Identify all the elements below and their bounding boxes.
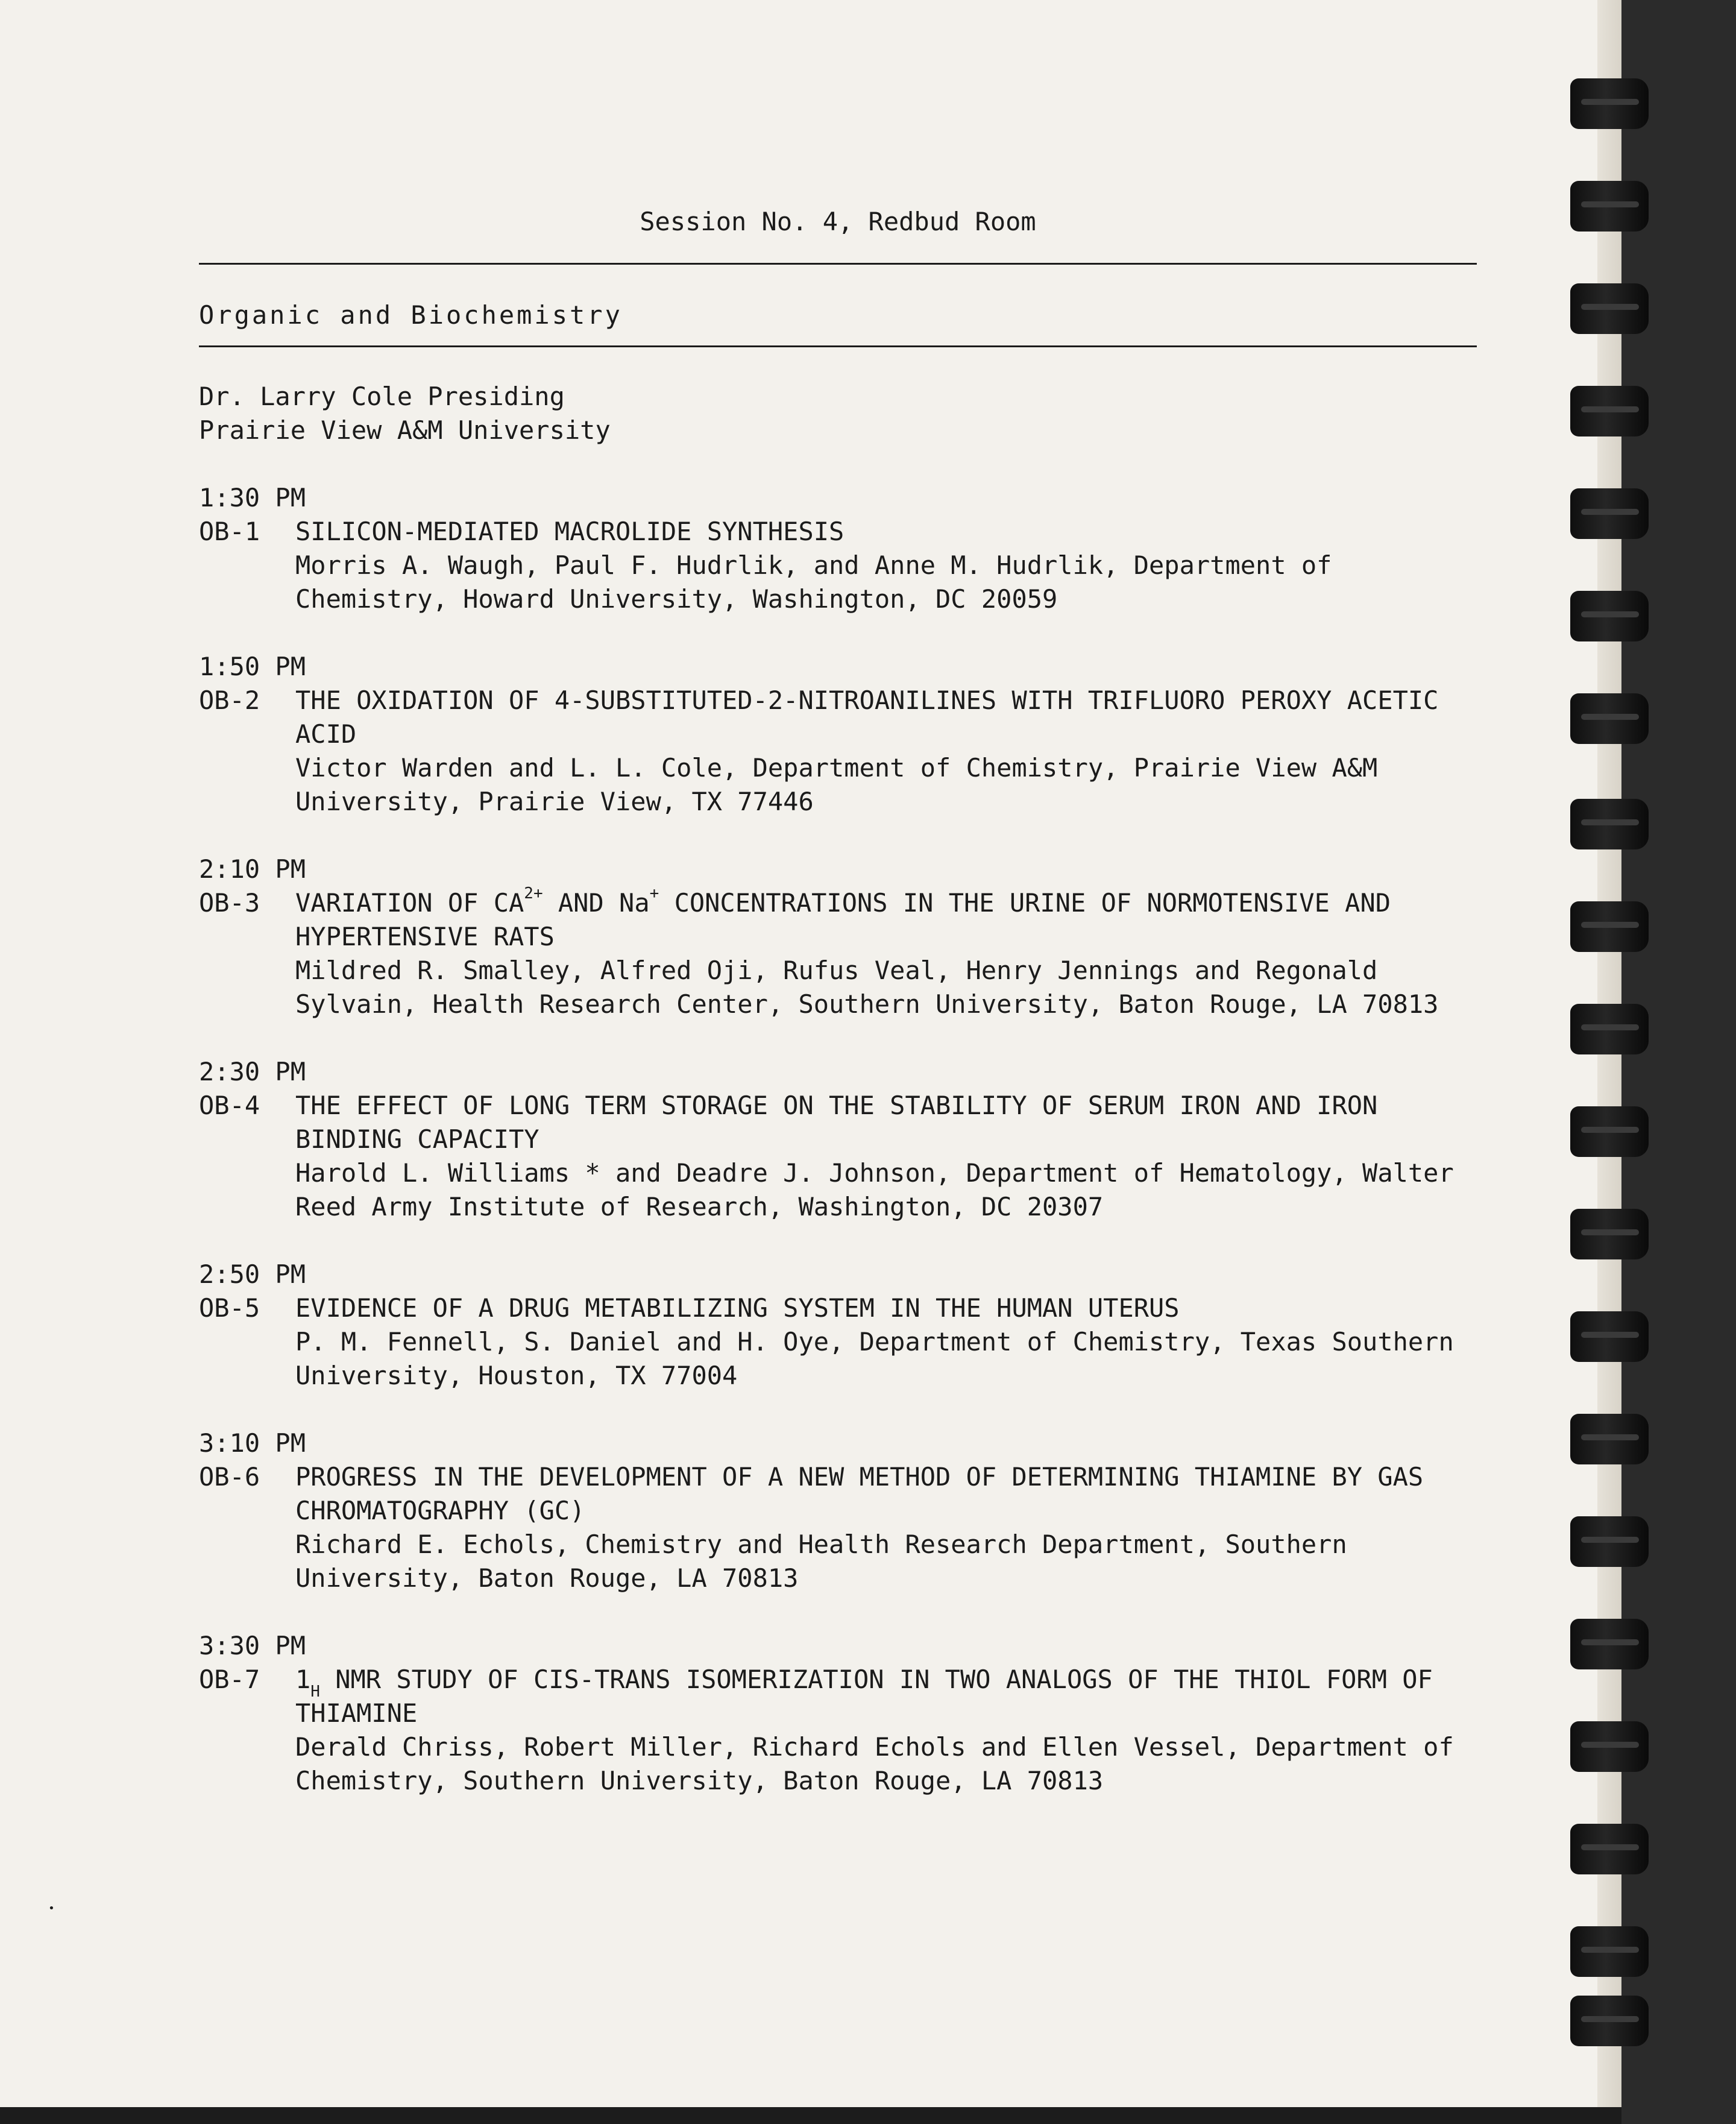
binding-ring bbox=[1570, 799, 1649, 849]
entry-code: OB-4 bbox=[199, 1091, 260, 1120]
entry-title: THE OXIDATION OF 4-SUBSTITUTED-2-NITROANILINES WITH TRIFLUORO PEROXY ACETIC ACID bbox=[295, 685, 1439, 749]
entry-code: OB-1 bbox=[199, 517, 260, 546]
entry-title bbox=[295, 886, 1477, 954]
isotope-subscript: H bbox=[310, 1683, 320, 1701]
presiding-block bbox=[199, 380, 1477, 447]
binding-ring bbox=[1570, 1516, 1649, 1567]
charge-superscript: + bbox=[649, 884, 659, 903]
entry-authors: Derald Chriss, Robert Miller, Richard Echols and Ellen Vessel, Department of Chemistry, Southern University, Baton Rouge, LA 70813 bbox=[295, 1732, 1454, 1795]
title-text: VARIATION OF CA bbox=[295, 888, 524, 918]
entry-title: SILICON-MEDIATED MACROLIDE SYNTHESIS bbox=[295, 517, 844, 546]
program-content bbox=[199, 205, 1477, 1798]
entry-time: 1:30 PM bbox=[199, 483, 306, 512]
binding-ring bbox=[1570, 1414, 1649, 1464]
session-title: Session No. 4, Redbud Room bbox=[640, 207, 1036, 236]
isotope-number: 1 bbox=[295, 1665, 311, 1694]
margin-mark: • bbox=[48, 1902, 55, 1915]
entry-time: 2:10 PM bbox=[199, 854, 306, 884]
section-heading: Organic and Biochemistry bbox=[199, 300, 623, 330]
binding-ring bbox=[1570, 693, 1649, 744]
binding-ring bbox=[1570, 1619, 1649, 1669]
entry-code: OB-7 bbox=[199, 1665, 260, 1694]
entry-code: OB-5 bbox=[199, 1293, 260, 1323]
entry-time: 3:30 PM bbox=[199, 1631, 306, 1660]
binding-ring bbox=[1570, 1824, 1649, 1874]
binding-ring bbox=[1570, 181, 1649, 232]
entry-authors: Morris A. Waugh, Paul F. Hudrlik, and Anne M. Hudrlik, Department of Chemistry, Howard University, Washington, DC 20059 bbox=[295, 550, 1332, 614]
binding-ring bbox=[1570, 78, 1649, 129]
binding-ring bbox=[1570, 591, 1649, 641]
presiding-name: Dr. Larry Cole Presiding bbox=[199, 382, 565, 411]
charge-superscript: 2+ bbox=[524, 884, 543, 903]
entry-title bbox=[295, 1663, 1477, 1730]
session-entry bbox=[199, 650, 1477, 819]
session-entry bbox=[199, 481, 1477, 616]
binding-ring bbox=[1570, 283, 1649, 334]
presiding-affiliation: Prairie View A&M University bbox=[199, 415, 611, 445]
binding-ring bbox=[1570, 1996, 1649, 2046]
binding-ring bbox=[1570, 488, 1649, 539]
background-strip bbox=[0, 2107, 1621, 2124]
entry-time: 2:30 PM bbox=[199, 1057, 306, 1086]
entry-code: OB-3 bbox=[199, 888, 260, 918]
binding-ring bbox=[1570, 1926, 1649, 1977]
session-entry bbox=[199, 852, 1477, 1021]
binding-ring bbox=[1570, 901, 1649, 952]
entry-authors: Victor Warden and L. L. Cole, Department of Chemistry, Prairie View A&M University, Prairie View, TX 77446 bbox=[295, 753, 1378, 816]
binding-ring bbox=[1570, 1311, 1649, 1362]
entry-authors: Richard E. Echols, Chemistry and Health Research Department, Southern University, Baton Rouge, LA 70813 bbox=[295, 1530, 1347, 1593]
header-rule bbox=[199, 263, 1477, 265]
title-text: AND Na bbox=[542, 888, 650, 918]
binding-ring bbox=[1570, 1721, 1649, 1772]
binding-ring bbox=[1570, 386, 1649, 436]
entry-authors: Mildred R. Smalley, Alfred Oji, Rufus Veal, Henry Jennings and Regonald Sylvain, Health Research Center, Southern University, Baton Rouge, LA 70813 bbox=[295, 956, 1439, 1019]
binding-ring bbox=[1570, 1209, 1649, 1259]
session-entry bbox=[199, 1426, 1477, 1595]
title-text: CONCENTRATIONS IN THE URINE OF NORMOTENSIVE AND HYPERTENSIVE RATS bbox=[295, 888, 1391, 951]
entry-time: 2:50 PM bbox=[199, 1259, 306, 1289]
binding-ring bbox=[1570, 1106, 1649, 1157]
entry-title: PROGRESS IN THE DEVELOPMENT OF A NEW METHOD OF DETERMINING THIAMINE BY GAS CHROMATOGRAPHY (GC) bbox=[295, 1462, 1424, 1525]
section-rule bbox=[199, 345, 1477, 347]
session-entry bbox=[199, 1055, 1477, 1224]
title-text: NMR STUDY OF CIS-TRANS ISOMERIZATION IN TWO ANALOGS OF THE THIOL FORM OF THIAMINE bbox=[295, 1665, 1433, 1728]
entry-code: OB-6 bbox=[199, 1462, 260, 1492]
entry-authors: Harold L. Williams * and Deadre J. Johnson, Department of Hematology, Walter Reed Army Institute of Research, Washington, DC 20307 bbox=[295, 1158, 1454, 1221]
binding-ring bbox=[1570, 1004, 1649, 1054]
session-entry bbox=[199, 1629, 1477, 1798]
entry-title: THE EFFECT OF LONG TERM STORAGE ON THE STABILITY OF SERUM IRON AND IRON BINDING CAPACITY bbox=[295, 1091, 1378, 1154]
entry-code: OB-2 bbox=[199, 685, 260, 715]
entry-authors: P. M. Fennell, S. Daniel and H. Oye, Department of Chemistry, Texas Southern University, Houston, TX 77004 bbox=[295, 1327, 1454, 1390]
entry-time: 3:10 PM bbox=[199, 1428, 306, 1458]
session-entry bbox=[199, 1258, 1477, 1393]
entry-title: EVIDENCE OF A DRUG METABILIZING SYSTEM IN THE HUMAN UTERUS bbox=[295, 1293, 1180, 1323]
entry-time: 1:50 PM bbox=[199, 652, 306, 681]
